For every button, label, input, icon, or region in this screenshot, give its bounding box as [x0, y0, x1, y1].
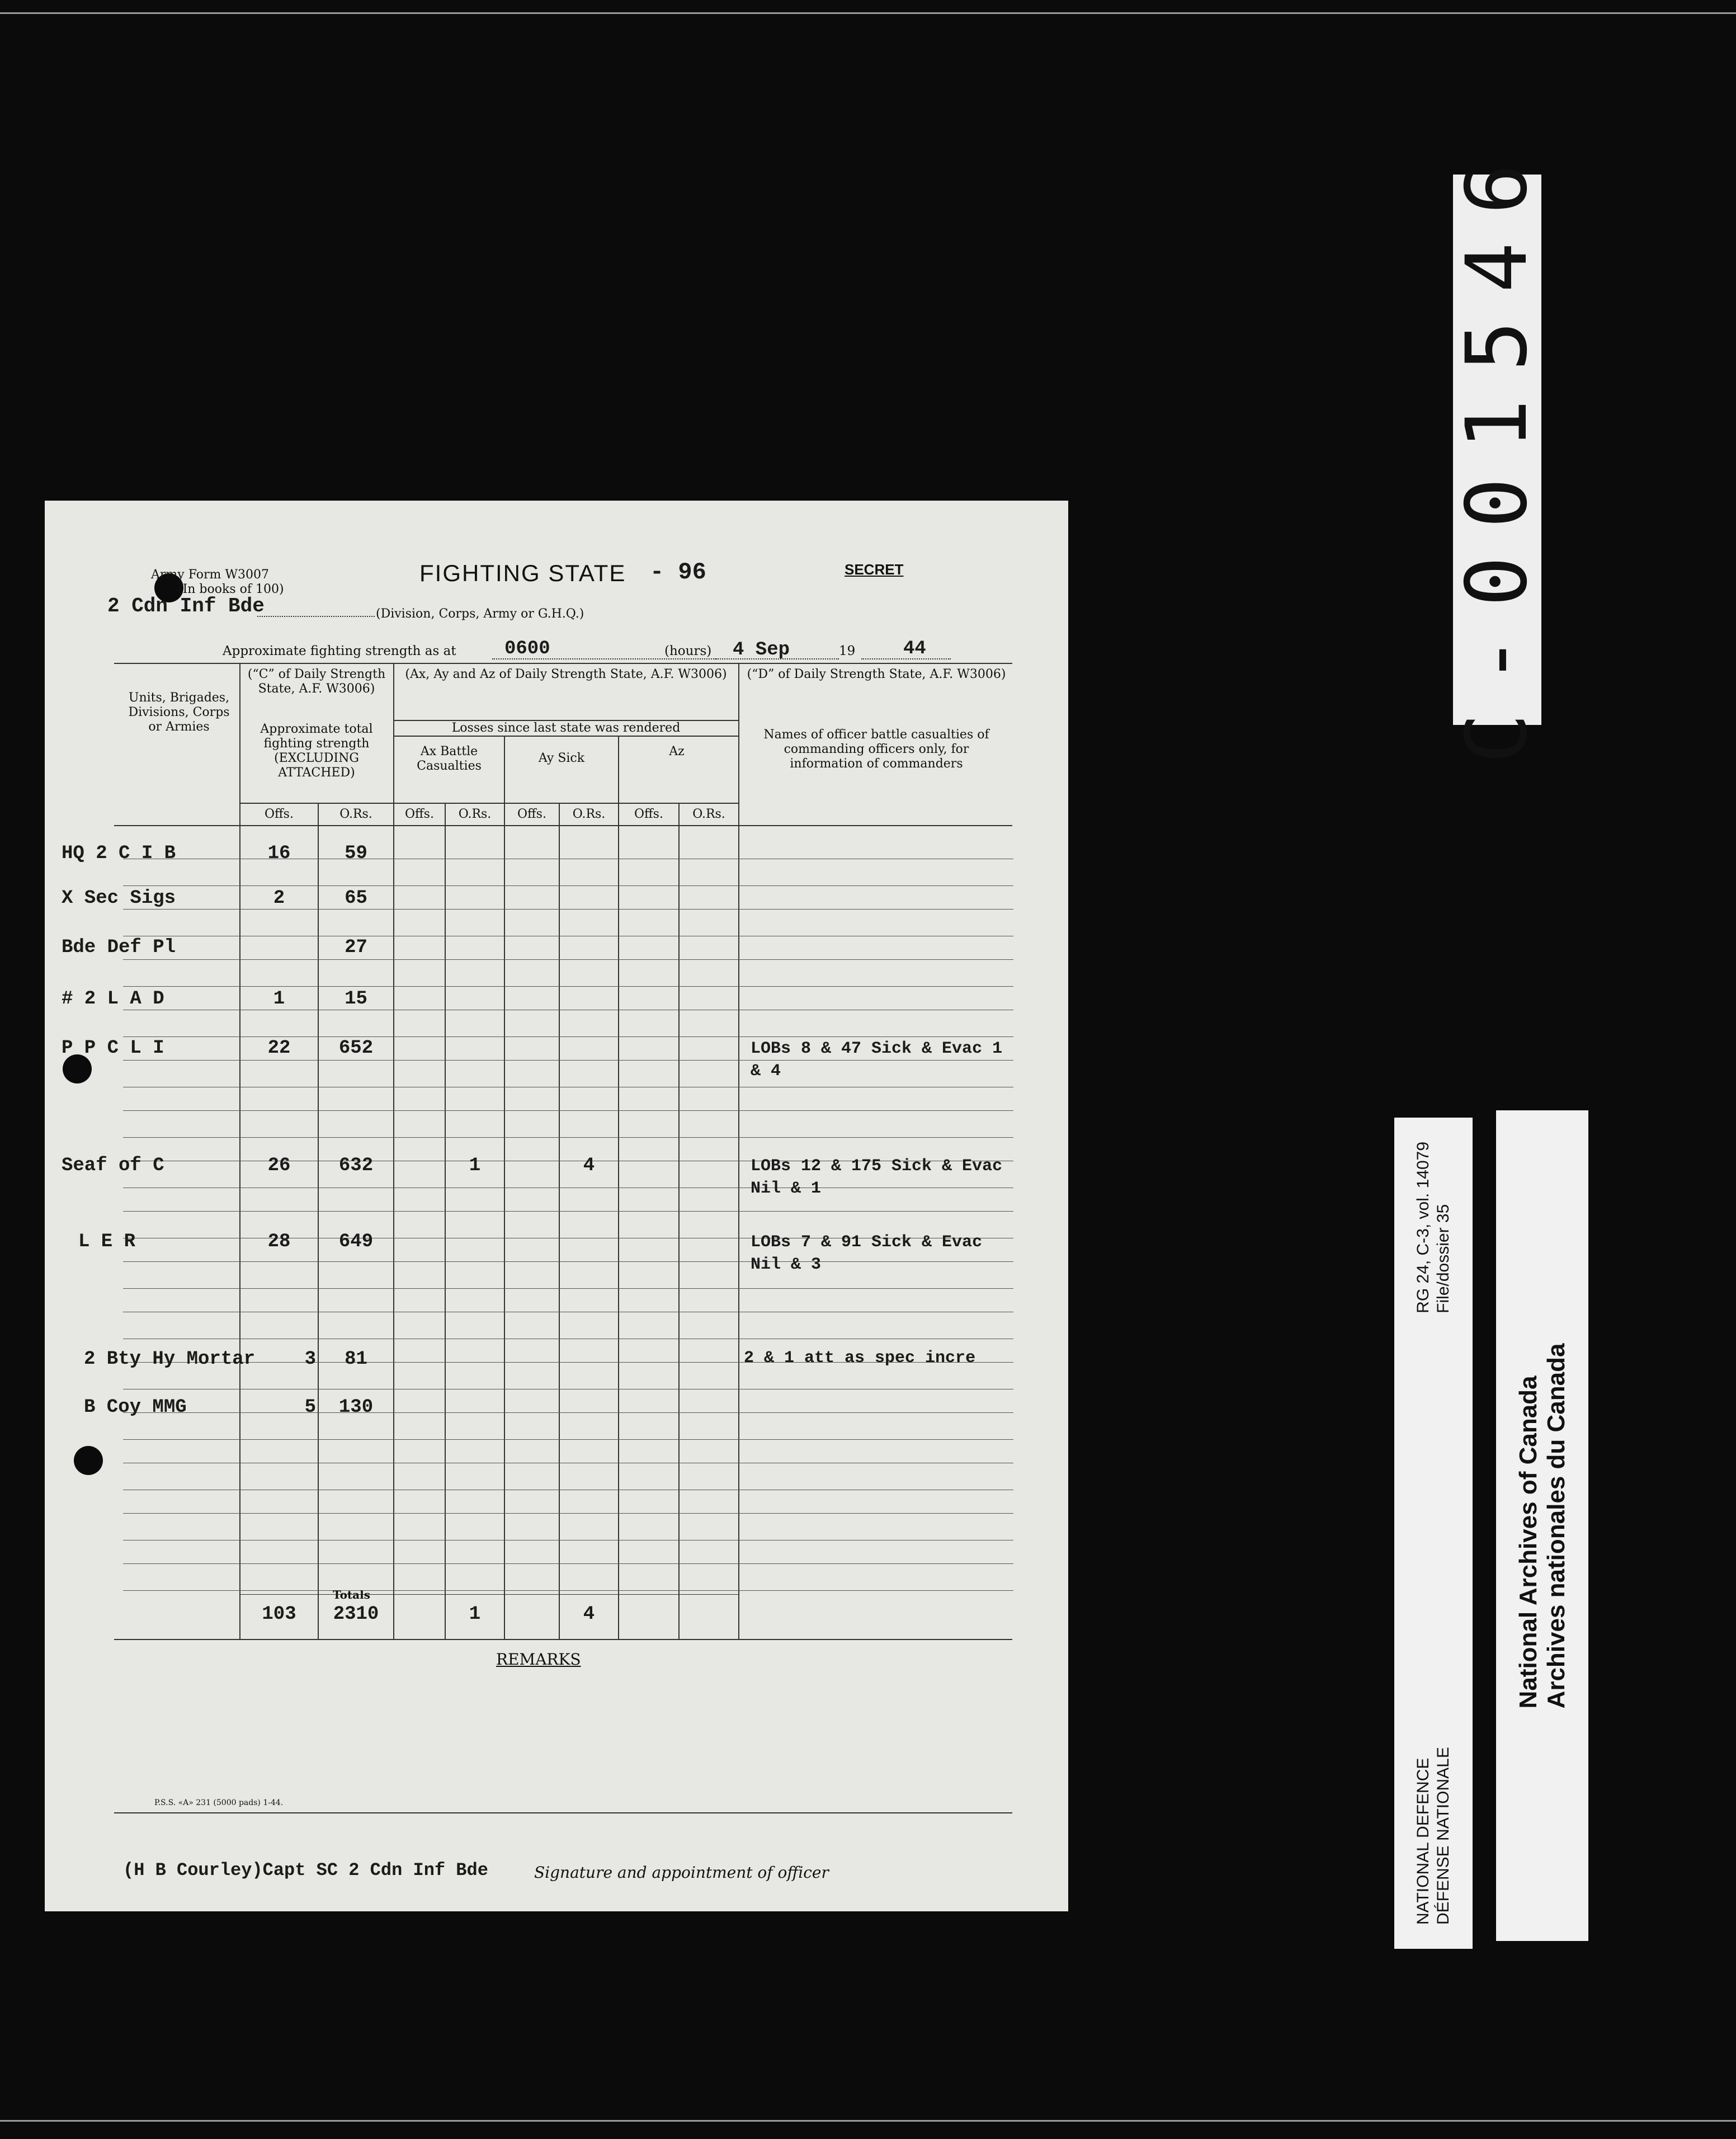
remark-text: LOBs 12 & 175 Sick & Evac Nil & 1 [751, 1157, 1003, 1198]
offs-value: 22 [267, 1038, 291, 1059]
unit-name: # 2 L A D [62, 988, 164, 1010]
offs-value: 26 [267, 1155, 291, 1176]
year-prefix: 19 [839, 644, 856, 658]
offs-value: 2 [273, 888, 285, 909]
col-ax: Ax Battle Casualties [417, 745, 482, 773]
col-units-header: Units, Brigades, Divisions, Corps or Armies [128, 691, 230, 734]
row-rule [123, 1563, 1013, 1564]
col-line [738, 663, 739, 1639]
row-rule [123, 1137, 1013, 1138]
label-gap [1473, 1119, 1495, 1947]
offs-label: Offs. [517, 807, 546, 821]
offs-value: 16 [267, 843, 291, 864]
table-bottom-rule [114, 1639, 1012, 1640]
offs-label: Offs. [634, 807, 663, 821]
row-rule [123, 885, 1013, 886]
ors-label: O.Rs. [458, 807, 492, 821]
formation-caption: (Division, Corps, Army or G.H.Q.) [376, 607, 584, 621]
ors-value: 632 [338, 1155, 374, 1176]
classification: SECRET [845, 561, 904, 578]
unit-name: Seaf of C [62, 1155, 164, 1176]
year-line [861, 658, 951, 659]
ors-value: 81 [345, 1349, 367, 1370]
archive-label-nac [1496, 1110, 1588, 1941]
row-rule [123, 1590, 1013, 1591]
remarks-heading: REMARKS [496, 1650, 581, 1669]
ors-value: 59 [345, 843, 367, 864]
offs-label: Offs. [265, 807, 294, 821]
col-d-header: (“D” of Daily Strength State, A.F. W3006) [747, 667, 1006, 681]
header-bottom-rule [114, 825, 1012, 826]
offs-value: 28 [267, 1231, 291, 1252]
remark-text: LOBs 8 & 47 Sick & Evac 1 & 4 [751, 1039, 1003, 1081]
ax-ors-value: 1 [469, 1155, 481, 1176]
signature-caption: Signature and appointment of officer [534, 1863, 829, 1882]
unit-name: Bde Def Pl [62, 937, 176, 958]
remark-text: LOBs 7 & 91 Sick & Evac Nil & 3 [751, 1233, 983, 1274]
ors-label: O.Rs. [339, 807, 372, 821]
fighting-state-form [45, 501, 1068, 1911]
hours-label: (hours) [664, 644, 712, 658]
dept-fr: DÉFENSE NATIONALE [1434, 1747, 1452, 1925]
unit-name: L E R [78, 1231, 136, 1252]
ors-value: 27 [345, 937, 367, 958]
row-rule [123, 909, 1013, 910]
ors-value: 652 [338, 1038, 374, 1059]
dept-en: NATIONAL DEFENCE [1414, 1758, 1432, 1925]
totals-label: Totals [333, 1588, 370, 1601]
total-ay-ors: 4 [583, 1604, 595, 1625]
formation-line [257, 616, 375, 617]
printer-note: P.S.S. «A» 231 (5000 pads) 1-44. [154, 1798, 284, 1807]
col-losses-sub: Losses since last state was rendered [451, 721, 681, 735]
state-number: - 96 [650, 559, 706, 586]
form-name: Army Form W3007 [151, 568, 269, 582]
strength-line-prefix: Approximate fighting strength as at [223, 644, 456, 658]
strength-date: 4 Sep [733, 639, 790, 661]
archives-en: National Archives of Canada [1514, 1375, 1542, 1708]
archive-file: File/dossier 35 [1434, 1204, 1452, 1313]
col-ay: Ay Sick [538, 751, 585, 765]
row-rule [123, 959, 1013, 960]
offs-value: 1 [273, 988, 285, 1010]
row-rule [123, 986, 1013, 987]
date-line [716, 658, 839, 659]
row-rule [123, 1211, 1013, 1212]
row-rule [123, 1288, 1013, 1289]
time-line [492, 658, 716, 659]
row-rule [123, 1439, 1013, 1440]
row-rule [123, 1412, 1013, 1413]
offs-label: Offs. [405, 807, 434, 821]
total-ax-ors: 1 [469, 1604, 481, 1625]
ors-value: 65 [345, 888, 367, 909]
archives-fr: Archives nationales du Canada [1542, 1343, 1570, 1708]
total-ors: 2310 [333, 1604, 379, 1625]
col-c-sub: Approximate total fighting strength (EXCLUDING ATTACHED) [260, 722, 373, 780]
remarks-bottom-rule [114, 1812, 1012, 1813]
offs-value: 3 [304, 1349, 316, 1370]
unit-name: P P C L I [62, 1038, 164, 1059]
ors-value: 130 [338, 1397, 374, 1418]
archive-reference: RG 24, C-3, vol. 14079 [1414, 1142, 1432, 1313]
unit-name: B Coy MMG [84, 1397, 187, 1418]
strength-year: 44 [903, 638, 926, 659]
col-c-header: (“C” of Daily Strength State, A.F. W3006) [247, 667, 386, 696]
losses-sub-rule [393, 736, 738, 737]
signature: (H B Courley)Capt SC 2 Cdn Inf Bde [123, 1860, 488, 1881]
ors-label: O.Rs. [692, 807, 725, 821]
strength-time: 0600 [504, 638, 550, 659]
ors-value: 15 [345, 988, 367, 1010]
remark-text: 2 & 1 att as spec incre [744, 1349, 976, 1368]
unit-name: X Sec Sigs [62, 888, 176, 909]
row-rule [123, 1110, 1013, 1111]
offs-ors-rule [239, 803, 738, 804]
row-rule [123, 1036, 1013, 1037]
film-edge-bottom [0, 2120, 1736, 2122]
form-title: FIGHTING STATE [419, 560, 626, 586]
total-offs: 103 [262, 1604, 296, 1625]
punch-hole [74, 1446, 103, 1475]
unit-name: 2 Bty Hy Mortar [84, 1349, 256, 1370]
ors-value: 649 [338, 1231, 374, 1252]
totals-top-rule [239, 1594, 738, 1595]
form-books: (In books of 100) [178, 582, 284, 596]
col-losses-header: (Ax, Ay and Az of Daily Strength State, A.F. W3006) [405, 667, 727, 681]
film-edge-top [0, 12, 1736, 14]
frame-number: C-001546 [1449, 135, 1546, 764]
col-d-sub: Names of officer battle casualties of commanding officers only, for information of commanders [763, 728, 989, 771]
frame-number-tag [1449, 135, 1546, 764]
ors-label: O.Rs. [572, 807, 606, 821]
ay-ors-value: 4 [583, 1155, 595, 1176]
offs-value: 5 [304, 1397, 316, 1418]
row-rule [123, 1513, 1013, 1514]
table-top-rule [114, 663, 1012, 664]
formation: 2 Cdn Inf Bde [107, 595, 265, 618]
col-az: Az [669, 745, 685, 758]
archive-label-reference [1394, 1118, 1473, 1949]
unit-name: HQ 2 C I B [62, 843, 176, 864]
